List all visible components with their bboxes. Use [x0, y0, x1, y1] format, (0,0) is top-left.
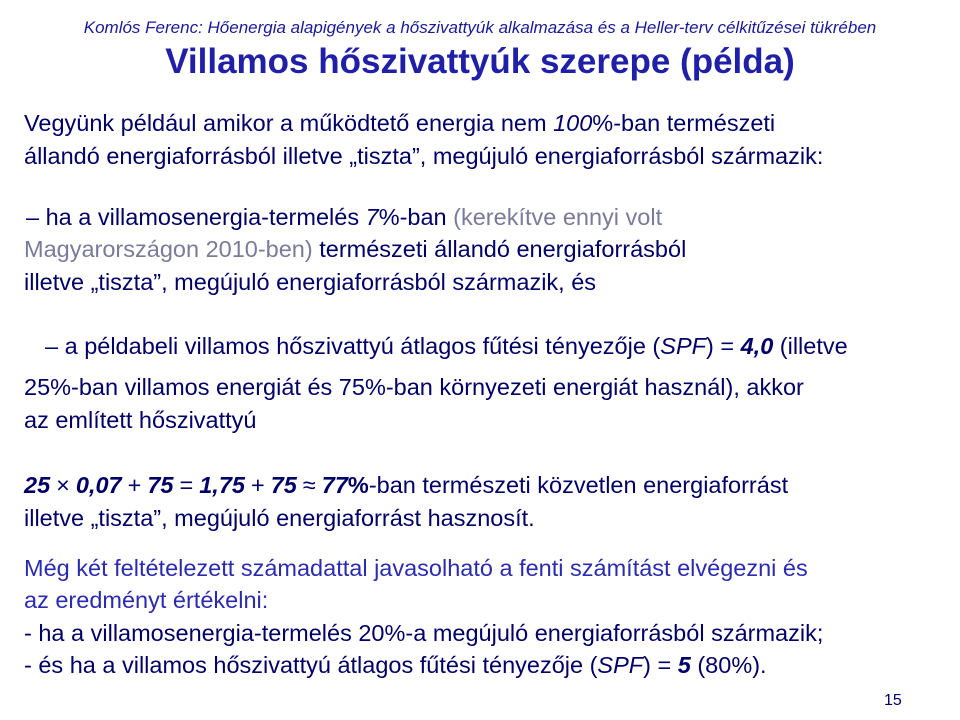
formula-equals: =: [179, 472, 194, 498]
page-number: 15: [884, 692, 902, 709]
bullet2-text-3: (illetve: [773, 333, 848, 359]
slide-title: Villamos hőszivattyúk szerepe (példa): [165, 42, 795, 81]
intro-line-2: állandó energiaforrásból illetve „tiszta”, megújuló energiaforrásból származik:: [24, 143, 824, 169]
formula-n5: 75: [270, 472, 297, 498]
bullet2-text: – a példabeli villamos hőszivattyú átlagos fűtési tényezője (: [45, 333, 661, 359]
header-subtitle: Hőenergia alapigények a hőszivattyúk alkalmazása és a Heller-terv célkitűzései tükrében: [202, 18, 877, 37]
bullet1-line-2: [24, 236, 686, 263]
task-line-4: [24, 652, 767, 679]
formula-approx: ≈: [302, 472, 316, 498]
bullet2-text-2: ) =: [705, 333, 741, 359]
bullet1-line-1: [26, 204, 662, 231]
formula-n2: 0,07: [75, 472, 122, 498]
task-text: - és ha a villamos hőszivattyú átlagos fűtési tényezője (: [24, 652, 598, 678]
bullet1-text-2: %-ban: [378, 204, 454, 230]
task-line-3: - ha a villamosenergia-termelés 20%-a megújuló energiaforrásból származik;: [24, 620, 824, 646]
intro-text-2: %-ban természeti: [592, 110, 776, 136]
formula-n6: 77: [321, 472, 348, 498]
task-text-3: (80%).: [690, 652, 767, 678]
bullet2-value: 4,0: [740, 333, 774, 359]
bullet1-line-3: illetve „tiszta”, megújuló energiaforrásból származik, és: [24, 269, 597, 295]
bullet2-line-2: 25%-ban villamos energiát és 75%-ban környezeti energiát használ), akkor: [24, 374, 804, 400]
intro-text: Vegyünk például amikor a működtető energia nem: [24, 110, 554, 136]
formula-tail: -ban természeti közvetlen energiaforrást: [368, 472, 789, 498]
formula-plus-2: +: [250, 472, 265, 498]
task-spf: SPF: [597, 652, 644, 678]
intro-percent: 100: [553, 110, 593, 136]
task-value: 5: [677, 652, 691, 678]
task-line-1: Még két feltételezett számadattal javasolható a fenti számítást elvégezni és: [24, 555, 808, 581]
header-author: Komlós Ferenc:: [83, 18, 203, 37]
intro-line-1: [24, 110, 775, 137]
slide-header: [0, 18, 960, 38]
task-text-2: ) =: [643, 652, 678, 678]
formula-n3: 75: [147, 472, 174, 498]
formula-times: ×: [56, 472, 70, 498]
formula-line-2: illetve „tiszta”, megújuló energiaforrást hasznosít.: [24, 505, 535, 531]
task-line-2: az eredményt értékelni:: [24, 587, 269, 613]
bullet1-text-3: természeti állandó energiaforrásból: [312, 236, 687, 262]
bullet2-spf: SPF: [660, 333, 706, 359]
formula-plus-1: +: [127, 472, 142, 498]
bullet1-text: – ha a villamosenergia-termelés: [26, 204, 366, 230]
bullet2-line-1: [45, 333, 848, 360]
formula-n4: 1,75: [199, 472, 245, 498]
formula-line: [24, 472, 788, 499]
bullet1-note-2: Magyarországon 2010-ben): [24, 236, 313, 262]
bullet1-percent: 7: [365, 204, 379, 230]
bullet1-note-1: (kerekítve ennyi volt: [453, 204, 663, 230]
formula-percent: %: [347, 472, 369, 498]
bullet2-line-3: az említett hőszivattyú: [24, 407, 257, 433]
formula-n1: 25: [24, 472, 51, 498]
